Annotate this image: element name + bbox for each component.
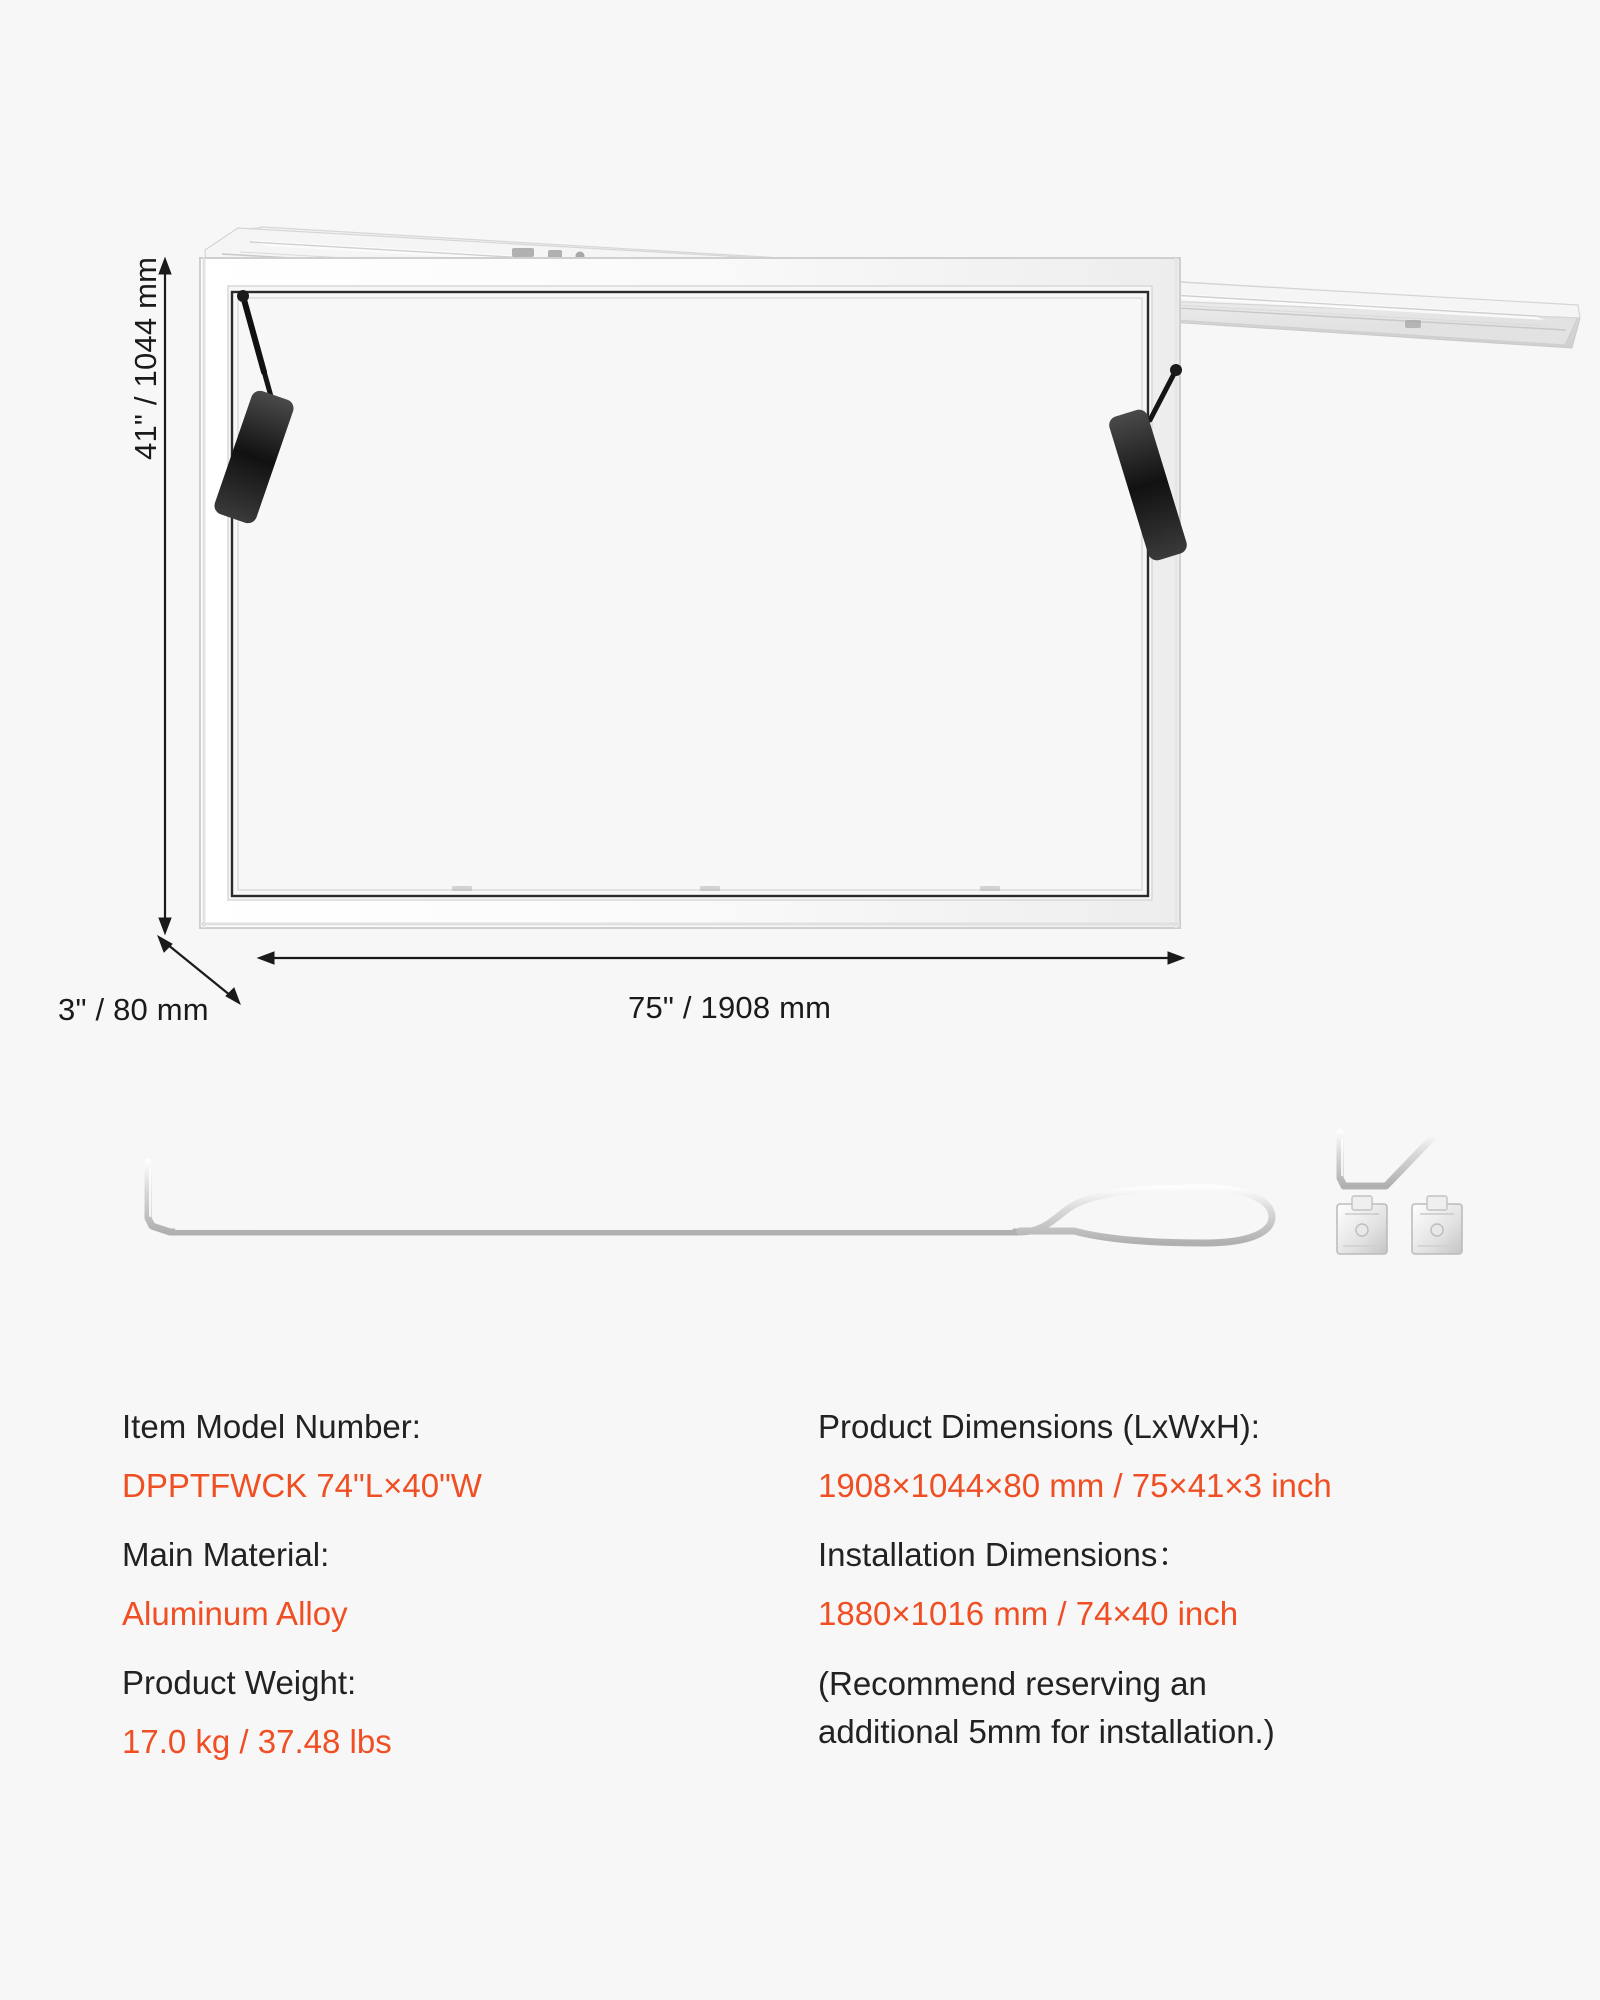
dimension-height-label: 41" / 1044 mm <box>128 256 163 460</box>
product-dimensions-label: Product Dimensions (LxWxH): <box>818 1408 1260 1445</box>
window-frame <box>200 258 1180 928</box>
installation-note-line1: (Recommend reserving an <box>818 1665 1207 1702</box>
model-number-value: DPPTFWCK 74"L×40"W <box>122 1467 482 1504</box>
product-weight-value: 17.0 kg / 37.48 lbs <box>122 1723 392 1760</box>
installation-dimensions-label: Installation Dimensions： <box>818 1536 1191 1573</box>
hex-allen-key <box>1340 1132 1432 1186</box>
accessories-illustration <box>0 1110 1600 1400</box>
installation-note-line2: additional 5mm for installation.) <box>818 1712 1275 1750</box>
spec-column-right <box>818 1410 1558 1756</box>
mounting-bracket-1 <box>1337 1196 1387 1254</box>
long-handle-rod-highlight <box>150 1168 1012 1229</box>
specification-table <box>0 1410 1600 2000</box>
installation-dimensions-value: 1880×1016 mm / 74×40 inch <box>818 1595 1239 1632</box>
mounting-bracket-2 <box>1412 1196 1462 1254</box>
spec-column-left <box>122 1410 602 1794</box>
long-handle-rod <box>148 1162 1272 1243</box>
dimension-depth-label: 3" / 80 mm <box>58 992 209 1027</box>
main-material-value: Aluminum Alloy <box>122 1595 348 1632</box>
product-weight-label: Product Weight: <box>122 1664 357 1701</box>
main-material-label: Main Material: <box>122 1536 330 1573</box>
dimension-width-label: 75" / 1908 mm <box>628 990 832 1025</box>
model-number-label: Item Model Number: <box>122 1408 421 1445</box>
product-dimensions-value: 1908×1044×80 mm / 75×41×3 inch <box>818 1467 1332 1504</box>
